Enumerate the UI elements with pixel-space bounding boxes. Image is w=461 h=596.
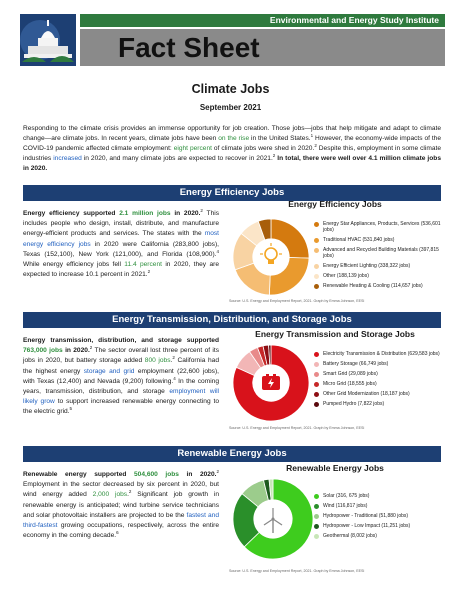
legend-label: Renewable Heating & Cooling (114,657 jobs) <box>323 283 423 289</box>
legend-swatch <box>314 372 319 377</box>
legend-item <box>314 533 441 539</box>
renewable-text: Renewable energy supported 504,600 jobs in 2020.$^2$ Employment in the sector decreased by six percent in 2020, but wind energy added 2,000 jobs.$^2$ Significant job growth in renewable energy is anticipated; wind turbine service technicians and solar photovoltaic installers are projected to be the fastest and third-fastest growing occupations, respectively, across the entire economy in the coming decade.$^6$ <box>23 468 219 540</box>
legend-swatch <box>314 362 319 367</box>
legend <box>314 351 441 411</box>
renewable-chart <box>229 463 441 583</box>
legend-item <box>314 351 441 357</box>
renewable-pie <box>231 477 315 561</box>
legend-label: Solar (316, 675 jobs) <box>323 493 370 499</box>
legend-item <box>314 221 441 233</box>
chart-source: Source: U.S. Energy and Employment Report, 2021. Graph by Emma Johnson, EESI <box>229 426 365 430</box>
page-title: Climate Jobs <box>191 82 270 96</box>
legend-item <box>314 493 441 499</box>
legend-label: Hydropower - Traditional (51,880 jobs) <box>323 513 409 519</box>
capitol-logo <box>20 14 76 66</box>
legend-item <box>314 523 441 529</box>
legend-swatch <box>314 352 319 357</box>
legend-label: Other Grid Modernization (18,187 jobs) <box>323 391 410 397</box>
efficiency-band: Energy Efficiency Jobs <box>23 185 441 201</box>
legend-item <box>314 381 441 387</box>
chart-title: Renewable Energy Jobs <box>286 463 384 473</box>
legend-swatch <box>314 238 319 243</box>
most-efficiency-jobs-link[interactable]: most energy efficiency jobs <box>23 230 219 248</box>
legend-label: Battery Storage (66,749 jobs) <box>323 361 389 367</box>
legend-item <box>314 247 441 259</box>
legend-label: Electricity Transmission & Distribution (629,583 jobs) <box>323 351 440 357</box>
legend-swatch <box>314 274 319 279</box>
legend-swatch <box>314 494 319 499</box>
legend-label: Smart Grid (29,089 jobs) <box>323 371 378 377</box>
legend-item <box>314 391 441 397</box>
page-date: September 2021 <box>199 103 262 112</box>
legend-swatch <box>314 524 319 529</box>
legend-label: Traditional HVAC (531,840 jobs) <box>323 237 395 243</box>
legend-swatch <box>314 402 319 407</box>
eight-percent-link[interactable]: eight percent <box>173 145 212 152</box>
battery-icon <box>262 374 280 390</box>
efficiency-pie <box>231 217 311 297</box>
legend-label: Advanced and Recycled Building Materials (397,815 jobs) <box>323 247 439 259</box>
legend-label: Energy Star Appliances, Products, Services (536,601 jobs) <box>323 221 441 233</box>
increased-link[interactable]: increased <box>53 155 82 162</box>
storage-grid-link[interactable]: storage and grid <box>83 367 135 375</box>
legend-item <box>314 371 441 377</box>
header <box>20 14 445 66</box>
legend-item <box>314 503 441 509</box>
legend-item <box>314 283 441 289</box>
legend <box>314 221 441 293</box>
legend-swatch <box>314 248 319 253</box>
eleven-percent-link[interactable]: 11.4 percent <box>124 261 162 269</box>
wind-jobs-link[interactable]: 2,000 jobs <box>92 491 128 499</box>
legend-item <box>314 263 441 269</box>
chart-title: Energy Transmission and Storage Jobs <box>255 329 415 339</box>
legend-label: Wind (116,817 jobs) <box>323 503 368 509</box>
efficiency-chart <box>229 199 441 305</box>
chart-source: Source: U.S. Energy and Employment Report, 2021. Graph by Emma Johnson, EESI <box>229 299 365 303</box>
employment-grow-link[interactable]: employment will likely grow <box>23 388 219 406</box>
legend-swatch <box>314 504 319 509</box>
renewable-jobs-link[interactable]: 504,600 jobs <box>134 471 179 478</box>
fastest-growing-link[interactable]: fastest and third-fastest <box>23 511 219 530</box>
efficiency-text: Energy efficiency supported 2.1 million jobs in 2020.$^2$ This includes people who design, install, distribute, and manufacture energy-efficient products and services. The states with the most energy efficiency jobs in 2020 were California (283,800 jobs), Texas (152,100), New York (121,000), and Florida (108,900).$^4$ While energy efficiency jobs fell 11.4 percent in 2020, they are expected to increase 10.1 percent in 2021.$^2$ <box>23 207 220 279</box>
legend-swatch <box>314 382 319 387</box>
legend-label: Energy Efficient Lighting (338,322 jobs) <box>323 263 411 269</box>
legend-label: Geothermal (8,002 jobs) <box>323 533 377 539</box>
legend-item <box>314 237 441 243</box>
battery-jobs-link[interactable]: 800 jobs <box>144 357 171 365</box>
transmission-text: Energy transmission, distribution, and storage supported 763,000 jobs in 2020.$^2$ The sector overall lost three percent of its jobs in 2020, but battery storage added 800 jobs.$^2$ California had the highest energy storage and grid employment (22,600 jobs), with Texas (12,400) and Nevada (9,200) following.$^4$ In the coming years, transmission, distribution, and storage employment will likely grow to support increased renewable energy connecting to the electric grid.$^5$ <box>23 337 220 416</box>
legend-swatch <box>314 264 319 269</box>
legend-label: Other (188,139 jobs) <box>323 273 369 279</box>
wind-turbine-icon <box>264 508 282 533</box>
on-the-rise-link[interactable]: on the rise <box>218 135 250 142</box>
legend-label: Pumped Hydro (7,822 jobs) <box>323 401 385 407</box>
legend-item <box>314 513 441 519</box>
legend-swatch <box>314 392 319 397</box>
chart-source: Source: U.S. Energy and Employment Report, 2021. Graph by Emma Johnson, EESI <box>229 569 365 573</box>
intro-paragraph: Responding to the climate crisis provides an immense opportunity for job creation. Those jobs—jobs that help mitigate and adapt to climate change—are climate jobs. In recent years, climate jobs have been on the rise in the United States.$^1$ However, the economy-wide impacts of the COVID-19 pandemic affected climate employment: eight percent of climate jobs were shed in 2020.$^2$ Despite this, employment in some climate industries increased in 2020, and many climate jobs are expected to recover in 2021.$^2$ In total, there were well over 4.1 million climate jobs in 2020. <box>23 125 442 172</box>
legend-item <box>314 273 441 279</box>
transmission-chart <box>229 329 441 435</box>
org-name: Environmental and Energy Study Institute <box>80 14 445 27</box>
lightbulb-icon <box>260 243 282 264</box>
legend-item <box>314 361 441 367</box>
legend-swatch <box>314 284 319 289</box>
legend-item <box>314 401 441 407</box>
transmission-band: Energy Transmission, Distribution, and Storage Jobs <box>23 312 441 328</box>
legend-label: Micro Grid (18,555 jobs) <box>323 381 377 387</box>
legend <box>314 493 441 543</box>
doc-type: Fact Sheet <box>80 29 445 66</box>
efficiency-jobs-link[interactable]: 2.1 million jobs <box>119 210 171 217</box>
transmission-jobs-link[interactable]: 763,000 jobs <box>23 347 63 355</box>
legend-swatch <box>314 534 319 539</box>
legend-label: Hydropower - Low Impact (11,251 jobs) <box>323 523 411 529</box>
pie-slice <box>269 258 309 295</box>
chart-title: Energy Efficiency Jobs <box>288 199 382 209</box>
legend-swatch <box>314 222 319 227</box>
legend-swatch <box>314 514 319 519</box>
renewable-band: Renewable Energy Jobs <box>23 446 441 462</box>
transmission-pie <box>231 343 311 423</box>
